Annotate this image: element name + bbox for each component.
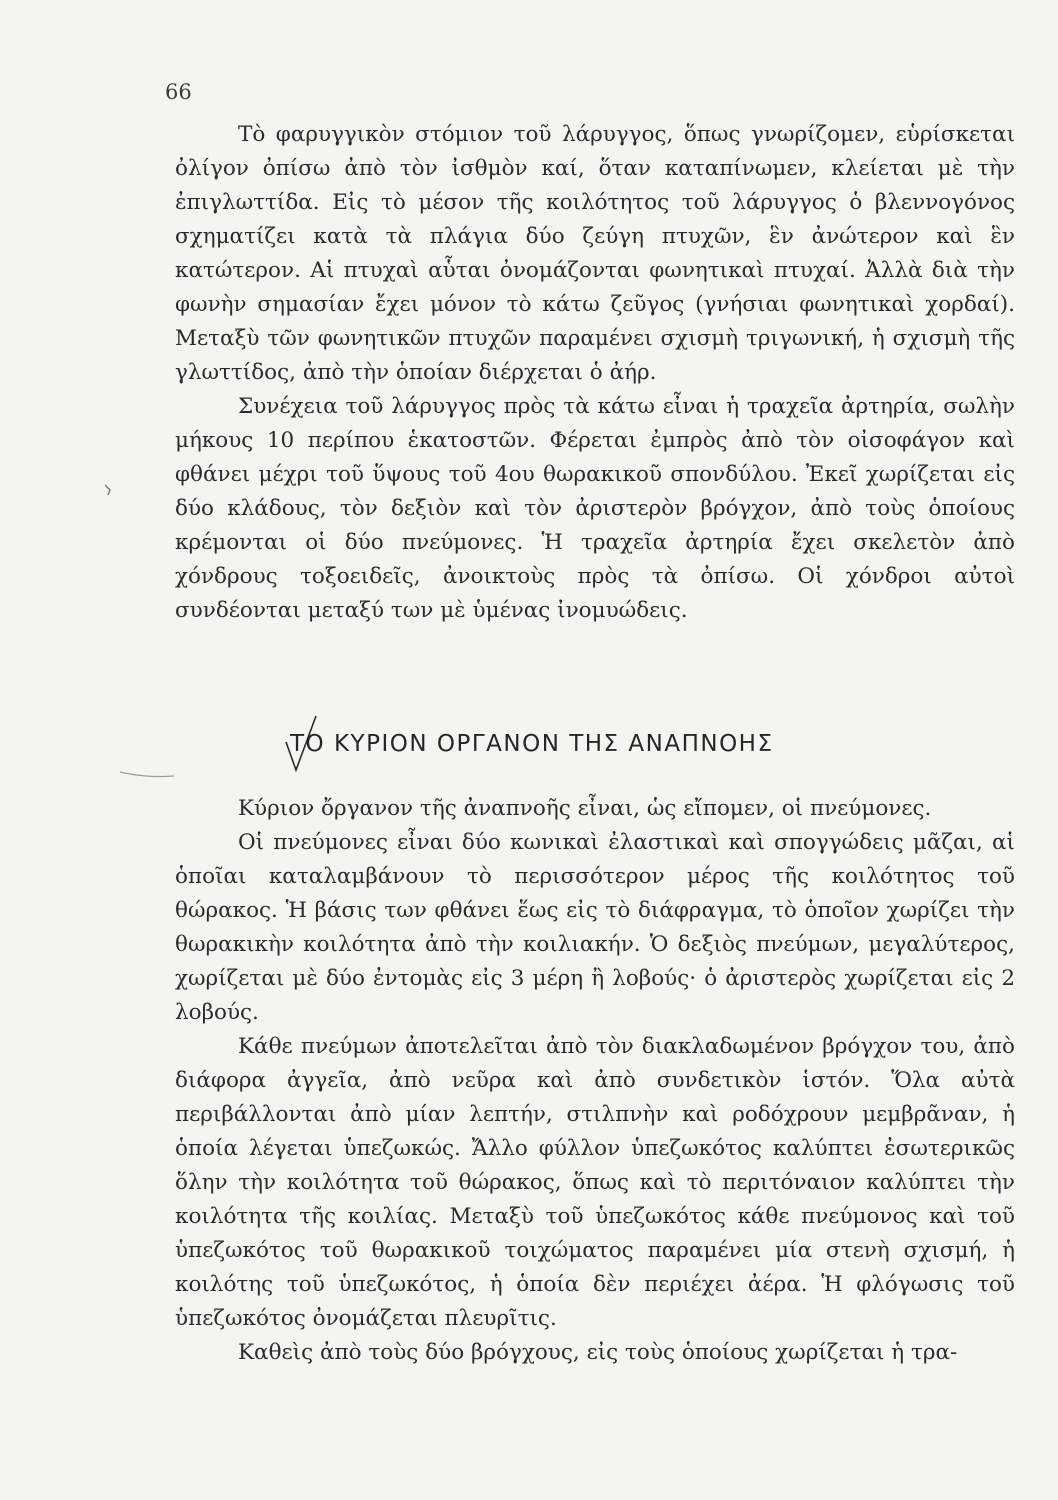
scan-speck bbox=[102, 482, 118, 498]
paragraph-larynx: Τὸ φαρυγγικὸν στόμιον τοῦ λάρυγγος, ὅπως γνωρίζομεν, εὑρίσκεται ὀλίγον ὀπίσω ἀπὸ τὸν ἰσθμὸν καί, ὅταν καταπίνωμεν, κλείεται μὲ τὴν ἐπιγλωττίδα. Εἰς τὸ μέσον τῆς κοιλότητος τοῦ λάρυγγος ὁ βλεννογόνος σχηματίζει κατὰ τὰ πλάγια δύο ζεύγη πτυχῶν, ἓν ἀνώτερον καὶ ἓν κατώτερον. Αἱ πτυχαὶ αὗται ὀνομάζονται φωνητικαὶ πτυχαί. Ἀλλὰ διὰ τὴν φωνὴν σημασίαν ἔχει μόνον τὸ κάτω ζεῦγος (γνήσιαι φωνητικαὶ χορδαί). Μεταξὺ τῶν φωνητικῶν πτυχῶν παραμένει σχισμὴ τριγωνική, ἡ σχισμὴ τῆς γλωττίδος, ἀπὸ τὴν ὁποίαν διέρχεται ὁ ἀήρ. bbox=[175, 122, 1015, 385]
paragraph-lungs: Οἱ πνεύμονες εἶναι δύο κωνικαὶ ἐλαστικαὶ καὶ σπογγώδεις μᾶζαι, αἱ ὁποῖαι καταλαμβάνουν τὸ περισσότερον μέρος τῆς κοιλότητος τοῦ θώρακος. Ἡ βάσις των φθάνει ἕως εἰς τὸ διάφραγμα, τὸ ὁποῖον χωρίζει τὴν θωρακικὴν κοιλότητα ἀπὸ τὴν κοιλιακήν. Ὁ δεξιὸς πνεύμων, μεγαλύτερος, χωρίζεται μὲ δύο ἐντομὰς εἰς 3 μέρη ἢ λοβούς· ὁ ἀριστερὸς χωρίζεται εἰς 2 λοβούς. bbox=[175, 830, 1015, 1025]
paragraph-pleura: Κάθε πνεύμων ἀποτελεῖται ἀπὸ τὸν διακλαδωμένον βρόγχον του, ἀπὸ διάφορα ἀγγεῖα, ἀπὸ νεῦρα καὶ ἀπὸ συνδετικὸν ἱστόν. Ὅλα αὐτὰ περιβάλλονται ἀπὸ μίαν λεπτήν, στιλπνὴν καὶ ροδόχρουν μεμβρᾶναν, ἡ ὁποία λέγεται ὑπεζωκώς. Ἄλλο φύλλον ὑπεζωκότος καλύπτει ἐσωτερικῶς ὅλην τὴν κοιλότητα τοῦ θώρακος, ὅπως καὶ τὸ περιτόναιον καλύπτει τὴν κοιλότητα τῆς κοιλίας. Μεταξὺ τοῦ ὑπεζωκότος κάθε πνεύμονος καὶ τοῦ ὑπεζωκότος τοῦ θωρακικοῦ τοιχώματος παραμένει μία στενὴ σχισμή, ἡ κοιλότης τοῦ ὑπεζωκότος, ἡ ὁποία δὲν περιέχει ἀέρα. Ἡ φλόγωσις τοῦ ὑπεζωκότος ὀνομάζεται πλευρῖτις. bbox=[175, 1034, 1015, 1331]
paragraph-bronchi: Καθεὶς ἀπὸ τοὺς δύο βρόγχους, εἰς τοὺς ὁποίους χωρίζεται ἡ τρα- bbox=[238, 1340, 958, 1365]
scan-mark bbox=[118, 762, 178, 782]
section-2-text bbox=[175, 792, 1015, 1370]
paragraph-trachea: Συνέχεια τοῦ λάρυγγος πρὸς τὰ κάτω εἶναι ἡ τραχεῖα ἀρτηρία, σωλὴν μήκους 10 περίπου ἑκατοστῶν. Φέρεται ἐμπρὸς ἀπὸ τὸν οἰσοφάγον καὶ φθάνει μέχρι τοῦ ὕψους τοῦ 4ου θωρακικοῦ σπονδύλου. Ἐκεῖ χωρίζεται εἰς δύο κλάδους, τὸν δεξιὸν καὶ τὸν ἀριστερὸν βρόγχον, ἀπὸ τοὺς ὁποίους κρέμονται οἱ δύο πνεύμονες. Ἡ τραχεῖα ἀρτηρία ἔχει σκελετὸν ἀπὸ χόνδρους τοξοειδεῖς, ἀνοικτοὺς πρὸς τὰ ὀπίσω. Οἱ χόνδροι αὐτοὶ συνδέονται μεταξύ των μὲ ὑμένας ἰνομυώδεις. bbox=[175, 394, 1015, 623]
section-1-text bbox=[175, 118, 1015, 628]
section-heading: ΤΟ ΚΥΡΙΟΝ ΟΡΓΑΝΟΝ ΤΗΣ ΑΝΑΠΝΟΗΣ bbox=[290, 731, 774, 757]
page-number: 66 bbox=[165, 80, 192, 104]
paragraph-main-organ: Κύριον ὄργανον τῆς ἀναπνοῆς εἶναι, ὡς εἴπομεν, οἱ πνεύμονες. bbox=[238, 796, 932, 821]
